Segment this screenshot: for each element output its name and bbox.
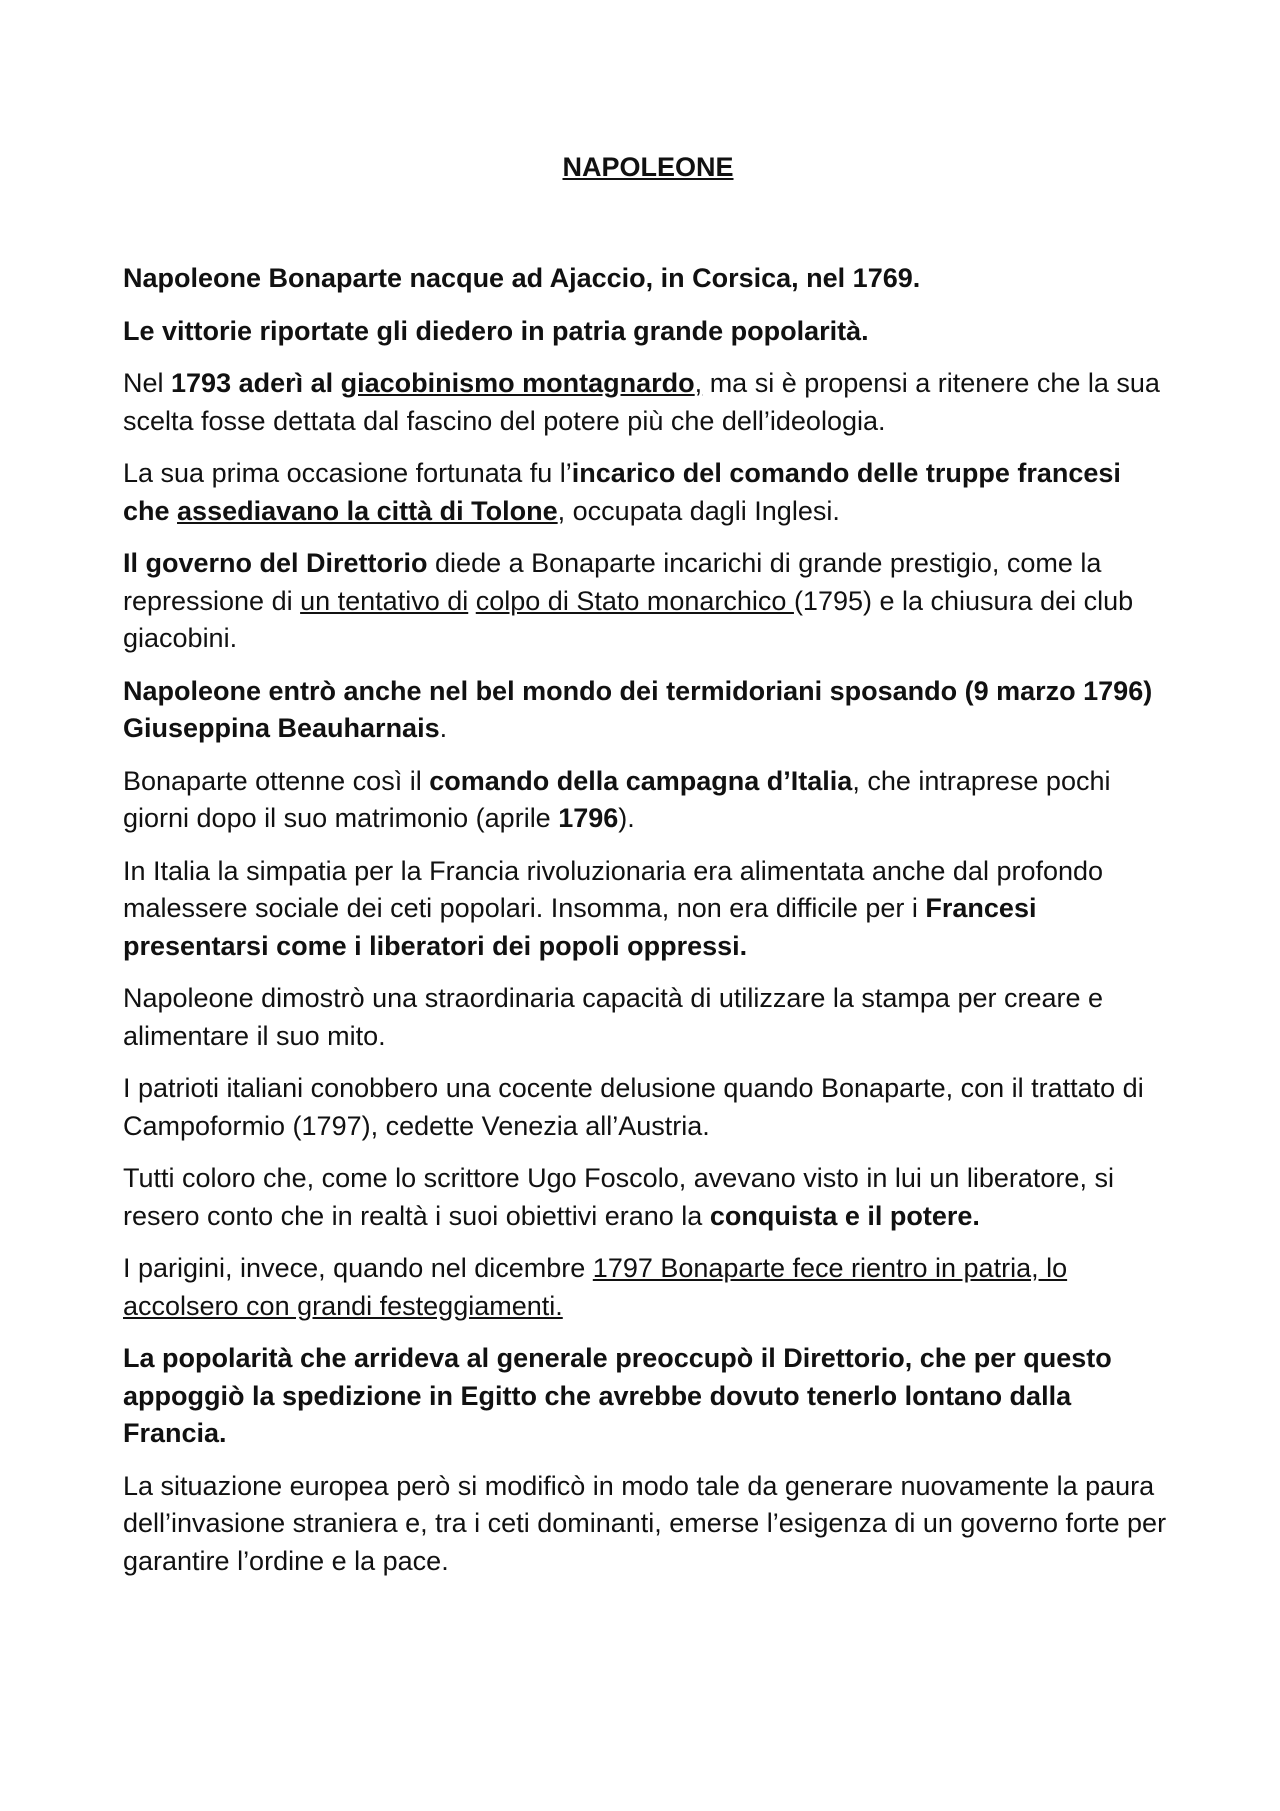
paragraph [123, 365, 1173, 440]
paragraph-text: Le vittorie riportate gli diedero in patria grande popolarità. [123, 315, 869, 346]
paragraph [123, 313, 1173, 351]
paragraph-text: Napoleone entrò anche nel bel mondo dei termidoriani sposando (9 marzo 1796) Giuseppina Beauharnais [123, 675, 1153, 744]
paragraph [123, 545, 1173, 658]
paragraph-text: I parigini, invece, quando nel dicembre [123, 1253, 593, 1284]
document-title: NAPOLEONE [562, 152, 734, 182]
paragraph-text: Il governo del Direttorio [123, 548, 428, 579]
paragraph-text: assediavano la città di Tolone [177, 495, 558, 526]
paragraph-text: Napoleone Bonaparte nacque ad Ajaccio, in Corsica, nel 1769. [123, 263, 921, 294]
paragraph-text: ). [618, 803, 635, 834]
paragraph-text: conquista e il potere. [709, 1200, 980, 1231]
paragraph-text [468, 586, 476, 616]
document-body [123, 260, 1173, 1580]
paragraph-text: In Italia la simpatia per la Francia rivoluzionaria era alimentata anche dal profondo malessere sociale dei ceti popolari. Insomma, non era difficile per i [123, 855, 1104, 924]
paragraph-text: Bonaparte ottenne così il [123, 765, 430, 796]
paragraph-text: 1796 [558, 803, 619, 834]
paragraph [123, 853, 1173, 966]
paragraph-text: comando della campagna d’Italia [429, 765, 853, 796]
paragraph [123, 980, 1173, 1055]
paragraph-text: (1795) e la chiusura dei club giacobini. [123, 585, 1134, 654]
paragraph [123, 763, 1173, 838]
paragraph-text: un tentativo di [300, 585, 469, 616]
paragraph [123, 260, 1173, 298]
paragraph-text: La popolarità che arrideva al generale preoccupò il Direttorio, che per questo appoggiò la spedizione in Egitto che avrebbe dovuto tenerlo lontano dalla Francia. [123, 1343, 1112, 1449]
paragraph-text: 1793 aderì al [171, 368, 341, 399]
paragraph-text: . [439, 713, 448, 744]
paragraph [123, 1250, 1173, 1325]
paragraph-text: I patrioti italiani conobbero una cocente delusione quando Bonaparte, con il trattato di Campoformio (1797), cedette Venezia all’Austria. [123, 1073, 1144, 1141]
paragraph [123, 1160, 1173, 1235]
document-page [123, 150, 1173, 1595]
paragraph-text: Francesi presentarsi come i liberatori dei popoli oppressi. [123, 893, 1037, 961]
paragraph-text: giacobinismo montagnardo [340, 368, 695, 399]
paragraph-text: colpo di Stato monarchico [475, 585, 794, 616]
paragraph [123, 1468, 1173, 1581]
paragraph-text: 1797 Bonaparte fece rientro in patria, lo accolsero con grandi festeggiamenti. [123, 1253, 1068, 1321]
paragraph [123, 1340, 1173, 1453]
paragraph-text: Tutti coloro che, come lo scrittore Ugo Foscolo, avevano visto in lui un liberatore, si resero conto che in realtà i suoi obiettivi erano la [123, 1163, 1114, 1231]
paragraph [123, 673, 1173, 748]
paragraph-text: La sua prima occasione fortunata fu l’ [123, 458, 572, 489]
paragraph-text: ma si è propensi a ritenere che la sua scelta fosse dettata dal fascino del potere più che dell’ideologia. [123, 368, 1160, 436]
paragraph [123, 1070, 1173, 1145]
paragraph-text: Napoleone dimostrò una straordinaria capacità di utilizzare la stampa per creare e alimentare il suo mito. [123, 983, 1104, 1051]
paragraph-text: La situazione europea però si modificò in modo tale da generare nuovamente la paura dell’invasione straniera e, tra i ceti dominanti, emerse l’esigenza di un governo forte per garantire l’ordine e la pace. [123, 1470, 1167, 1576]
paragraph-text: Nel [123, 368, 172, 399]
paragraph-text: diede a Bonaparte incarichi di grande prestigio, come la repressione di [123, 548, 1102, 616]
paragraph [123, 455, 1173, 530]
paragraph-text: incarico del comando delle truppe francesi che [123, 458, 1121, 526]
paragraph-text: , occupata dagli Inglesi. [557, 495, 840, 526]
paragraph-text: , [694, 368, 703, 399]
paragraph-text: , che intraprese pochi giorni dopo il suo matrimonio (aprile [123, 765, 1111, 834]
